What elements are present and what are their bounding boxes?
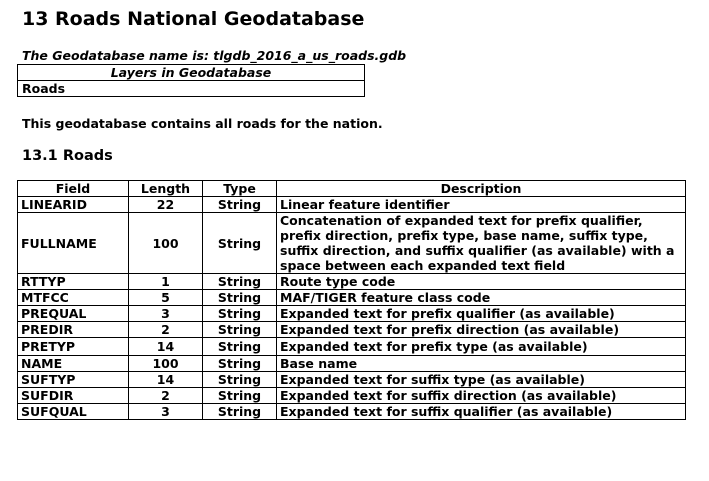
column-header-length: Length	[129, 181, 203, 197]
description-cell: Expanded text for suffix qualifier (as available)	[277, 404, 686, 420]
fields-table	[17, 180, 686, 420]
type-cell: String	[203, 338, 277, 356]
field-cell: PREQUAL	[18, 306, 129, 322]
field-cell: SUFDIR	[18, 388, 129, 404]
description-cell: MAF/TIGER feature class code	[277, 290, 686, 306]
description-cell: Expanded text for suffix type (as available)	[277, 372, 686, 388]
field-cell: FULLNAME	[18, 213, 129, 274]
layers-table	[17, 64, 365, 97]
length-cell: 5	[129, 290, 203, 306]
table-row	[18, 213, 686, 274]
table-row	[18, 290, 686, 306]
description-cell: Expanded text for suffix direction (as available)	[277, 388, 686, 404]
section-title: 13 Roads National Geodatabase	[22, 8, 365, 30]
table-row	[18, 388, 686, 404]
type-cell: String	[203, 290, 277, 306]
length-cell: 14	[129, 372, 203, 388]
type-cell: String	[203, 213, 277, 274]
table-row	[18, 338, 686, 356]
column-header-type: Type	[203, 181, 277, 197]
table-row	[18, 306, 686, 322]
description-cell: Expanded text for prefix direction (as available)	[277, 322, 686, 338]
length-cell: 3	[129, 306, 203, 322]
field-cell: NAME	[18, 356, 129, 372]
length-cell: 100	[129, 213, 203, 274]
subsection-title: 13.1 Roads	[22, 148, 113, 164]
table-row	[18, 274, 686, 290]
table-row	[18, 372, 686, 388]
type-cell: String	[203, 404, 277, 420]
type-cell: String	[203, 306, 277, 322]
length-cell: 3	[129, 404, 203, 420]
table-row	[18, 197, 686, 213]
column-header-description: Description	[277, 181, 686, 197]
geodatabase-name-line: The Geodatabase name is: tlgdb_2016_a_us_roads.gdb	[22, 48, 407, 63]
layers-header-row	[18, 65, 365, 81]
field-cell: MTFCC	[18, 290, 129, 306]
description-cell: Expanded text for prefix qualifier (as available)	[277, 306, 686, 322]
field-cell: PRETYP	[18, 338, 129, 356]
field-cell: PREDIR	[18, 322, 129, 338]
type-cell: String	[203, 274, 277, 290]
fields-header-row	[18, 181, 686, 197]
length-cell: 14	[129, 338, 203, 356]
layers-header: Layers in Geodatabase	[18, 65, 365, 81]
length-cell: 100	[129, 356, 203, 372]
column-header-field: Field	[18, 181, 129, 197]
table-row	[18, 322, 686, 338]
description-cell: Linear feature identifier	[277, 197, 686, 213]
field-cell: SUFTYP	[18, 372, 129, 388]
description-cell: Expanded text for prefix type (as available)	[277, 338, 686, 356]
layer-name: Roads	[18, 81, 365, 97]
field-cell: LINEARID	[18, 197, 129, 213]
type-cell: String	[203, 372, 277, 388]
length-cell: 2	[129, 322, 203, 338]
table-row	[18, 356, 686, 372]
type-cell: String	[203, 388, 277, 404]
field-cell: SUFQUAL	[18, 404, 129, 420]
table-row	[18, 404, 686, 420]
type-cell: String	[203, 356, 277, 372]
length-cell: 22	[129, 197, 203, 213]
field-cell: RTTYP	[18, 274, 129, 290]
length-cell: 1	[129, 274, 203, 290]
type-cell: String	[203, 197, 277, 213]
description-cell: Base name	[277, 356, 686, 372]
description-cell: Route type code	[277, 274, 686, 290]
length-cell: 2	[129, 388, 203, 404]
intro-text: This geodatabase contains all roads for the nation.	[22, 116, 383, 131]
layers-row	[18, 81, 365, 97]
type-cell: String	[203, 322, 277, 338]
description-cell: Concatenation of expanded text for prefix qualifier, prefix direction, prefix type, base name, suffix type, suffix direction, and suffix qualifier (as available) with a space between each expanded text field	[277, 213, 686, 274]
